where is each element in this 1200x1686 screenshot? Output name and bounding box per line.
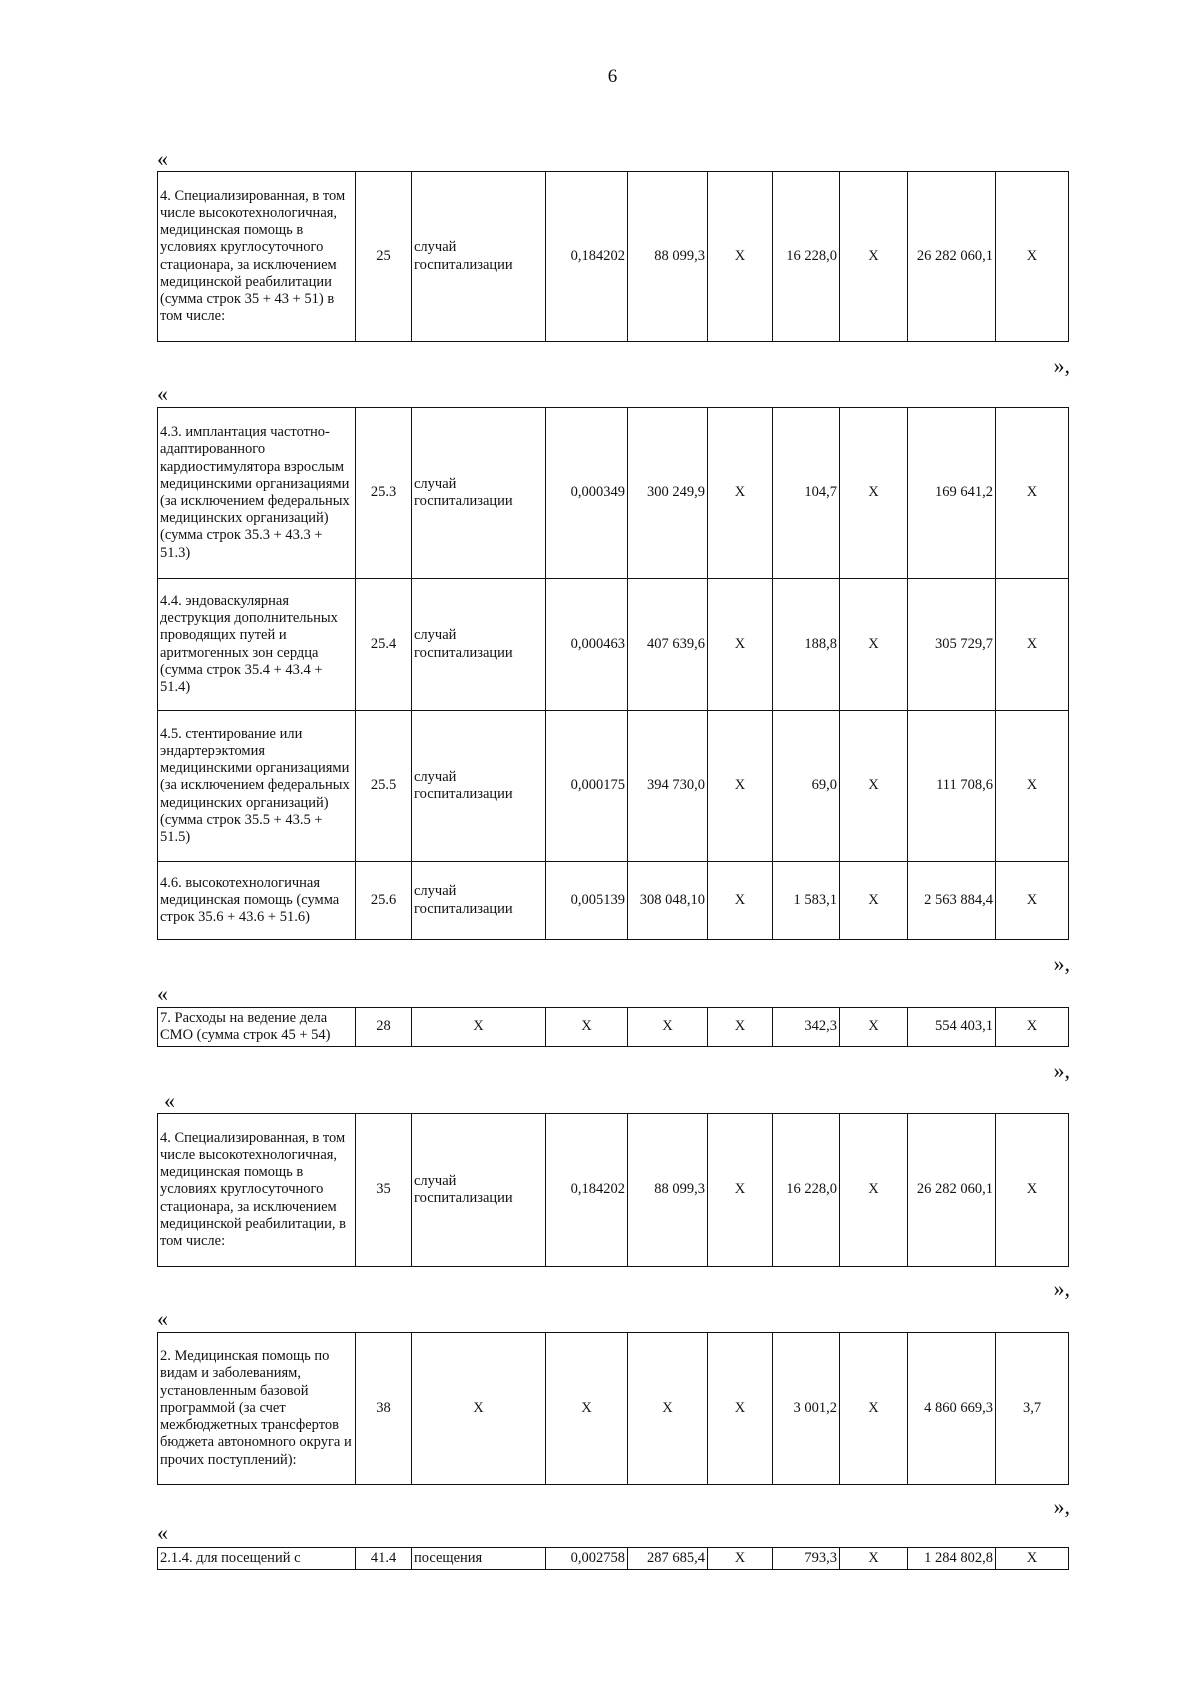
- row-col-2: 16 228,0: [773, 1114, 840, 1267]
- row-line-number: 25.6: [356, 862, 412, 940]
- table-fragment-5: [157, 1332, 1069, 1485]
- row-line-number: 38: [356, 1333, 412, 1485]
- table-fragment-6: [157, 1547, 1069, 1570]
- row-col-1: X: [708, 172, 773, 342]
- table-fragment-1: [157, 171, 1069, 342]
- row-col-5: X: [996, 1114, 1069, 1267]
- row-col-4: 26 282 060,1: [908, 172, 996, 342]
- table-row: [158, 1008, 1069, 1047]
- row-col-2: 793,3: [773, 1548, 840, 1570]
- row-norm: 0,000463: [546, 579, 628, 711]
- row-line-number: 41.4: [356, 1548, 412, 1570]
- row-col-2: 104,7: [773, 408, 840, 579]
- row-col-5: X: [996, 408, 1069, 579]
- table-row: [158, 1548, 1069, 1570]
- row-col-2: 188,8: [773, 579, 840, 711]
- row-name: 4.4. эндоваскулярная деструкция дополнительных проводящих путей и аритмогенных зон сердца (сумма строк 35.4 + 43.4 + 51.4): [158, 579, 356, 711]
- row-col-5: 3,7: [996, 1333, 1069, 1485]
- row-cost: X: [628, 1333, 708, 1485]
- row-col-4: 169 641,2: [908, 408, 996, 579]
- row-col-2: 342,3: [773, 1008, 840, 1047]
- table-row: [158, 408, 1069, 579]
- row-cost: 407 639,6: [628, 579, 708, 711]
- row-col-1: X: [708, 408, 773, 579]
- row-unit: случай госпитализации: [412, 862, 546, 940]
- row-col-1: X: [708, 1548, 773, 1570]
- row-col-3: X: [840, 1548, 908, 1570]
- row-unit: случай госпитализации: [412, 579, 546, 711]
- row-norm: X: [546, 1008, 628, 1047]
- row-col-1: X: [708, 1114, 773, 1267]
- table-fragment-4: [157, 1113, 1069, 1267]
- row-norm: 0,000349: [546, 408, 628, 579]
- open-quote: «: [157, 981, 168, 1006]
- table-row: [158, 1333, 1069, 1485]
- row-col-3: X: [840, 172, 908, 342]
- row-cost: X: [628, 1008, 708, 1047]
- row-col-3: X: [840, 1114, 908, 1267]
- table-fragment-2: [157, 407, 1069, 940]
- row-name: 4.6. высокотехнологичная медицинская помощь (сумма строк 35.6 + 43.6 + 51.6): [158, 862, 356, 940]
- row-cost: 88 099,3: [628, 172, 708, 342]
- row-name: 4.3. имплантация частотно-адаптированного кардиостимулятора взрослым медицинскими организациями (за исключением федеральных медицинских организаций) (сумма строк 35.3 + 43.3 + 51.3): [158, 408, 356, 579]
- row-col-4: 2 563 884,4: [908, 862, 996, 940]
- row-line-number: 25.4: [356, 579, 412, 711]
- row-col-5: X: [996, 172, 1069, 342]
- row-norm: 0,184202: [546, 172, 628, 342]
- row-col-5: X: [996, 711, 1069, 862]
- table-fragment-3: [157, 1007, 1069, 1047]
- row-unit: случай госпитализации: [412, 711, 546, 862]
- row-name: 2. Медицинская помощь по видам и заболеваниям, установленным базовой программой (за счет межбюджетных трансфертов бюджета автономного округа и прочих поступлений):: [158, 1333, 356, 1485]
- row-unit: X: [412, 1008, 546, 1047]
- table-row: [158, 711, 1069, 862]
- row-col-5: X: [996, 1008, 1069, 1047]
- row-col-2: 16 228,0: [773, 172, 840, 342]
- row-col-3: X: [840, 408, 908, 579]
- row-name: 4.5. стентирование или эндартерэктомия медицинскими организациями (за исключением федеральных медицинских организаций) (сумма строк 35.5 + 43.5 + 51.5): [158, 711, 356, 862]
- close-quote: »,: [1053, 1494, 1070, 1519]
- row-unit: случай госпитализации: [412, 408, 546, 579]
- open-quote: «: [164, 1088, 175, 1113]
- row-col-4: 305 729,7: [908, 579, 996, 711]
- row-line-number: 25: [356, 172, 412, 342]
- open-quote: «: [157, 381, 168, 406]
- row-cost: 300 249,9: [628, 408, 708, 579]
- row-col-4: 1 284 802,8: [908, 1548, 996, 1570]
- table-row: [158, 579, 1069, 711]
- row-col-4: 111 708,6: [908, 711, 996, 862]
- row-unit: случай госпитализации: [412, 172, 546, 342]
- row-line-number: 25.3: [356, 408, 412, 579]
- open-quote: «: [157, 1520, 168, 1545]
- row-col-4: 4 860 669,3: [908, 1333, 996, 1485]
- row-cost: 88 099,3: [628, 1114, 708, 1267]
- close-quote: »,: [1053, 951, 1070, 976]
- row-col-5: X: [996, 579, 1069, 711]
- row-name: 4. Специализированная, в том числе высокотехнологичная, медицинская помощь в условиях круглосуточного стационара, за исключением медицинской реабилитации, в том числе:: [158, 1114, 356, 1267]
- table-row: [158, 172, 1069, 342]
- row-col-2: 3 001,2: [773, 1333, 840, 1485]
- row-col-1: X: [708, 1333, 773, 1485]
- row-norm: 0,000175: [546, 711, 628, 862]
- row-unit: случай госпитализации: [412, 1114, 546, 1267]
- row-col-3: X: [840, 711, 908, 862]
- row-col-1: X: [708, 1008, 773, 1047]
- row-name: 4. Специализированная, в том числе высокотехнологичная, медицинская помощь в условиях круглосуточного стационара, за исключением медицинской реабилитации (сумма строк 35 + 43 + 51) в том числе:: [158, 172, 356, 342]
- table-row: [158, 862, 1069, 940]
- row-name: 7. Расходы на ведение дела СМО (сумма строк 45 + 54): [158, 1008, 356, 1047]
- row-col-3: X: [840, 579, 908, 711]
- close-quote: »,: [1053, 353, 1070, 378]
- table-row: [158, 1114, 1069, 1267]
- row-norm: 0,002758: [546, 1548, 628, 1570]
- page-number: 6: [607, 66, 618, 87]
- row-col-1: X: [708, 711, 773, 862]
- row-line-number: 28: [356, 1008, 412, 1047]
- row-col-3: X: [840, 1008, 908, 1047]
- row-line-number: 35: [356, 1114, 412, 1267]
- row-name: 2.1.4. для посещений с: [158, 1548, 356, 1570]
- row-norm: X: [546, 1333, 628, 1485]
- open-quote: «: [157, 1306, 168, 1331]
- open-quote: «: [157, 146, 168, 171]
- row-cost: 394 730,0: [628, 711, 708, 862]
- row-cost: 308 048,10: [628, 862, 708, 940]
- row-col-1: X: [708, 862, 773, 940]
- row-unit: посещения: [412, 1548, 546, 1570]
- row-cost: 287 685,4: [628, 1548, 708, 1570]
- row-col-3: X: [840, 1333, 908, 1485]
- close-quote: »,: [1053, 1276, 1070, 1301]
- row-col-2: 1 583,1: [773, 862, 840, 940]
- row-col-2: 69,0: [773, 711, 840, 862]
- row-unit: X: [412, 1333, 546, 1485]
- row-norm: 0,184202: [546, 1114, 628, 1267]
- row-col-5: X: [996, 862, 1069, 940]
- row-norm: 0,005139: [546, 862, 628, 940]
- row-col-5: X: [996, 1548, 1069, 1570]
- row-col-4: 554 403,1: [908, 1008, 996, 1047]
- row-line-number: 25.5: [356, 711, 412, 862]
- close-quote: »,: [1053, 1058, 1070, 1083]
- row-col-3: X: [840, 862, 908, 940]
- row-col-4: 26 282 060,1: [908, 1114, 996, 1267]
- row-col-1: X: [708, 579, 773, 711]
